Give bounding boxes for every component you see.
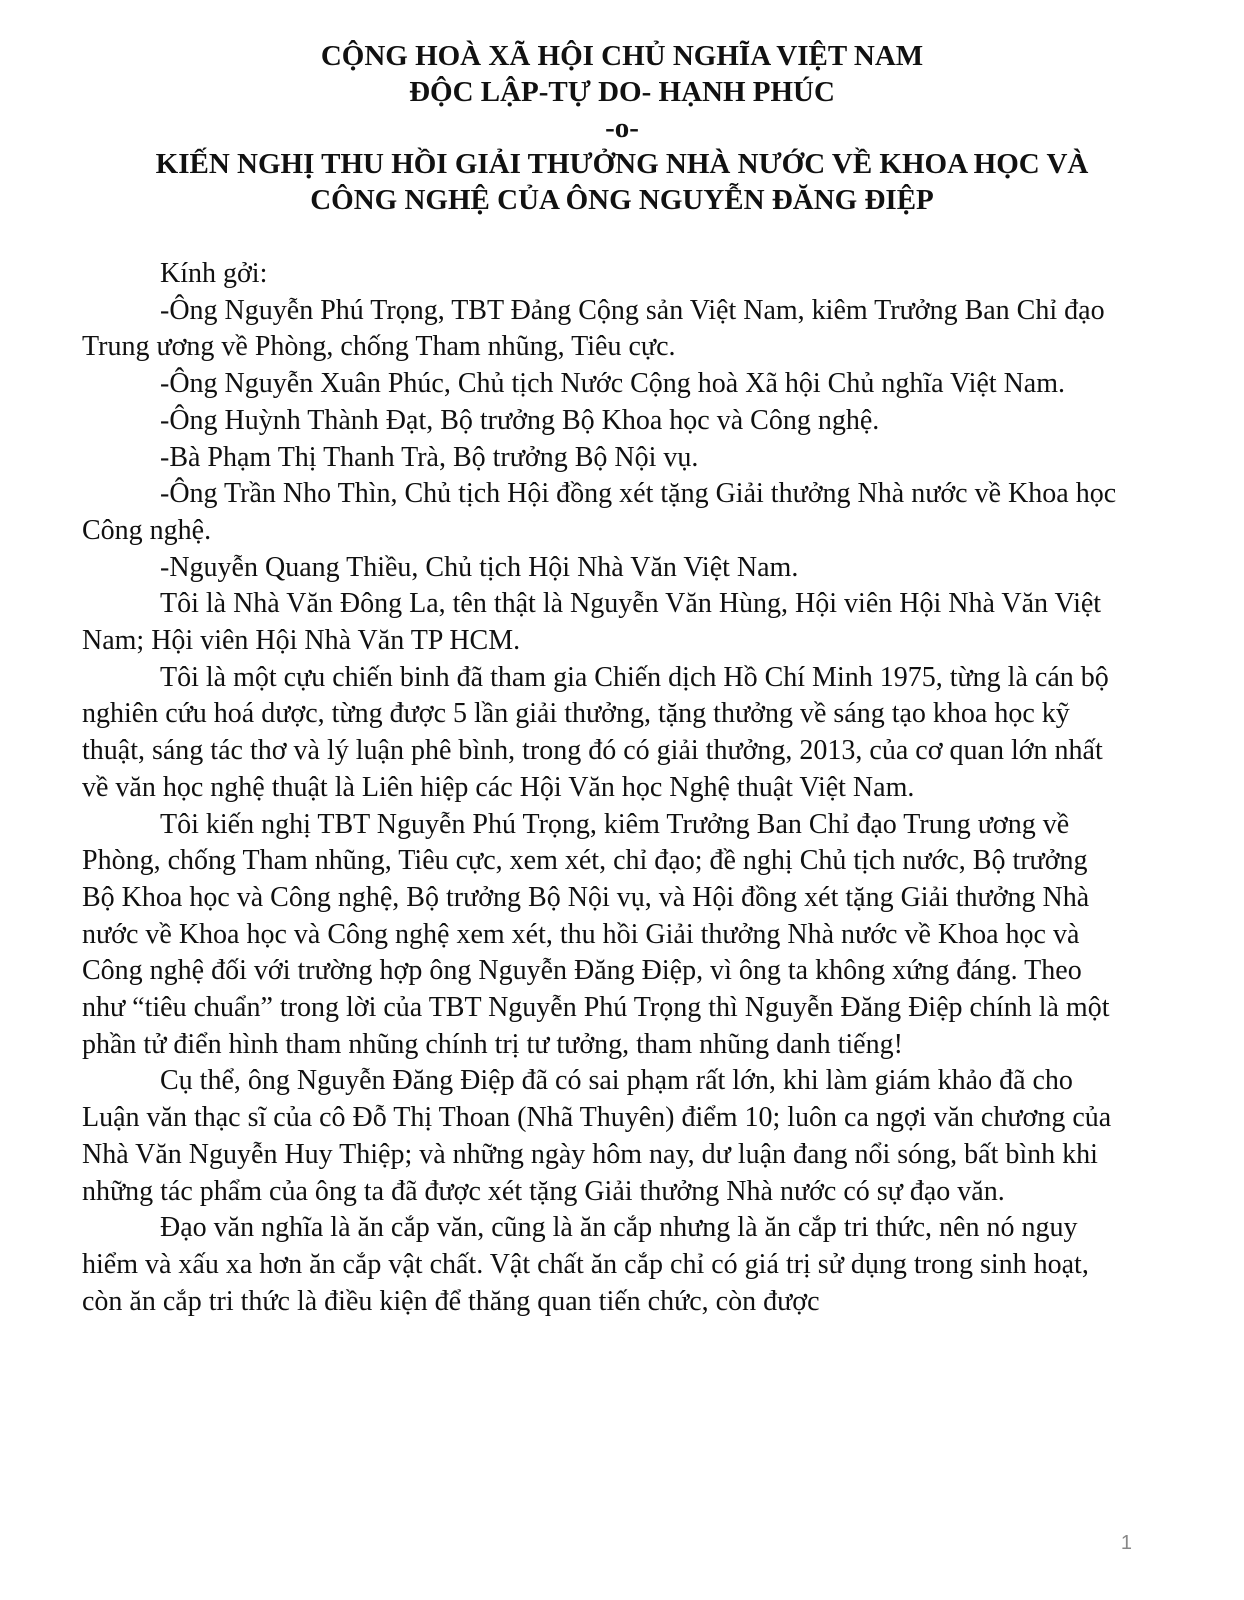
body-paragraph: Đạo văn nghĩa là ăn cắp văn, cũng là ăn cắp nhưng là ăn cắp tri thức, nên nó nguy hiểm và xấu xa hơn ăn cắp vật chất. Vật chất ăn cắp chỉ có giá trị sử dụng trong sinh hoạt, còn ăn cắp tri thức là điều kiện để thăng quan tiến chức, còn được [82,1212,1089,1317]
body-paragraph: Tôi là một cựu chiến binh đã tham gia Chiến dịch Hồ Chí Minh 1975, từng là cán bộ nghiên cứu hoá dược, từng được 5 lần giải thưởng, tặng thưởng về sáng tạo khoa học kỹ thuật, sáng tác thơ và lý luận phê bình, trong đó có giải thưởng, 2013, của cơ quan lớn nhất về văn học nghệ thuật là Liên hiệp các Hội Văn học Nghệ thuật Việt Nam. [82,661,1109,803]
document-title-line-2: CÔNG NGHỆ CỦA ÔNG NGUYỄN ĐĂNG ĐIỆP [310,184,934,216]
recipient-line: -Ông Nguyễn Phú Trọng, TBT Đảng Cộng sản Việt Nam, kiêm Trưởng Ban Chỉ đạo Trung ương về Phòng, chống Tham nhũng, Tiêu cực. [82,294,1105,363]
recipient-line: -Ông Nguyễn Xuân Phúc, Chủ tịch Nước Cộng hoà Xã hội Chủ nghĩa Việt Nam. [160,368,1065,400]
body-paragraph: Tôi kiến nghị TBT Nguyễn Phú Trọng, kiêm Trưởng Ban Chỉ đạo Trung ương về Phòng, chống Tham nhũng, Tiêu cực, xem xét, chỉ đạo; đề nghị Chủ tịch nước, Bộ trưởng Bộ Khoa học và Công nghệ, Bộ trưởng Bộ Nội vụ, và Hội đồng xét tặng Giải thưởng Nhà nước về Khoa học và Công nghệ xem xét, thu hồi Giải thưởng Nhà nước về Khoa học và Công nghệ đối với trường hợp ông Nguyễn Đăng Điệp, vì ông ta không xứng đáng. Theo như “tiêu chuẩn” trong lời của TBT Nguyễn Phú Trọng thì Nguyễn Đăng Điệp chính là một phần tử điển hình tham nhũng chính trị tư tưởng, tham nhũng danh tiếng! [82,808,1110,1060]
recipient-line: -Ông Trần Nho Thìn, Chủ tịch Hội đồng xét tặng Giải thưởng Nhà nước về Khoa học Công nghệ. [82,478,1117,546]
body-paragraph: Cụ thể, ông Nguyễn Đăng Điệp đã có sai phạm rất lớn, khi làm giám khảo đã cho Luận văn thạc sĩ của cô Đỗ Thị Thoan (Nhã Thuyên) điểm 10; luôn ca ngợi văn chương của Nhà Văn Nguyễn Huy Thiệp; và những ngày hôm nay, dư luận đang nổi sóng, bất bình khi những tác phẩm của ông ta đã được xét tặng Giải thưởng Nhà nước có sự đạo văn. [82,1065,1112,1207]
document-title-line-1: KIẾN NGHỊ THU HỒI GIẢI THƯỞNG NHÀ NƯỚC VỀ KHOA HỌC VÀ [155,148,1089,180]
recipient-line: -Ông Huỳnh Thành Đạt, Bộ trưởng Bộ Khoa học và Công nghệ. [160,404,880,436]
recipient-line: -Nguyễn Quang Thiều, Chủ tịch Hội Nhà Văn Việt Nam. [160,551,799,583]
body-paragraph: Tôi là Nhà Văn Đông La, tên thật là Nguyễn Văn Hùng, Hội viên Hội Nhà Văn Việt Nam; Hội viên Hội Nhà Văn TP HCM. [82,588,1102,657]
greeting: Kính gởi: [160,258,268,289]
national-motto: ĐỘC LẬP-TỰ DO- HẠNH PHÚC [409,76,835,108]
document-header [60,38,1184,218]
page-number: 1 [1120,1532,1132,1554]
recipient-line: -Bà Phạm Thị Thanh Trà, Bộ trưởng Bộ Nội vụ. [160,441,699,473]
header-separator: -o- [605,112,639,144]
document-body [82,256,1122,1320]
national-title: CỘNG HOÀ XÃ HỘI CHỦ NGHĨA VIỆT NAM [320,40,924,72]
